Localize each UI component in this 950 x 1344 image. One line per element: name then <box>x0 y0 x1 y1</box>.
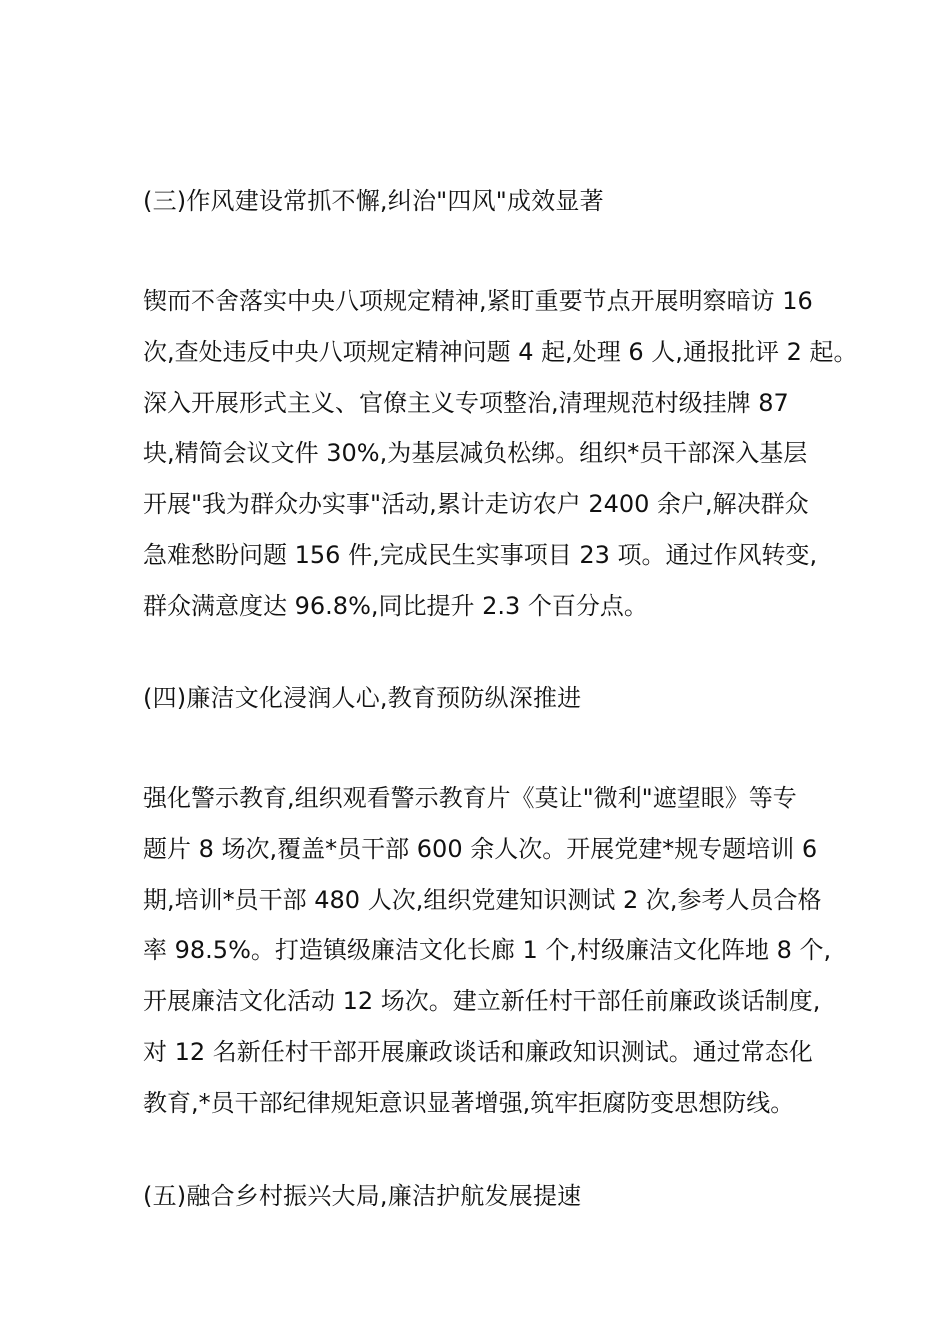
section-heading-4: (四)廉洁文化浸润人心,教育预防纵深推进 <box>143 684 582 712</box>
paragraph-line: 锲而不舍落实中央八项规定精神,紧盯重要节点开展明察暗访 16 <box>143 287 813 315</box>
section-heading-5: (五)融合乡村振兴大局,廉洁护航发展提速 <box>143 1182 582 1210</box>
paragraph-line: 教育,*员干部纪律规矩意识显著增强,筑牢拒腐防变思想防线。 <box>143 1088 795 1117</box>
paragraph-line: 群众满意度达 96.8%,同比提升 2.3 个百分点。 <box>143 591 648 620</box>
paragraph-line: 期,培训*员干部 480 人次,组织党建知识测试 2 次,参考人员合格 <box>143 885 822 914</box>
paragraph-line: 题片 8 场次,覆盖*员干部 600 余人次。开展党建*规专题培训 6 <box>143 834 818 863</box>
section-paragraph-3 <box>143 276 858 632</box>
paragraph-line: 开展"我为群众办实事"活动,累计走访农户 2400 余户,解决群众 <box>143 490 809 519</box>
paragraph-line: 次,查处违反中央八项规定精神问题 4 起,处理 6 人,通报批评 2 起。 <box>143 337 858 366</box>
section-paragraph-4 <box>143 773 832 1129</box>
paragraph-line: 急难愁盼问题 156 件,完成民生实事项目 23 项。通过作风转变, <box>143 540 818 569</box>
paragraph-line: 强化警示教育,组织观看警示教育片《莫让"微利"遮望眼》等专 <box>143 784 797 812</box>
paragraph-line: 块,精简会议文件 30%,为基层减负松绑。组织*员干部深入基层 <box>143 439 808 468</box>
paragraph-line: 开展廉洁文化活动 12 场次。建立新任村干部任前廉政谈话制度, <box>143 987 821 1016</box>
paragraph-line: 深入开展形式主义、官僚主义专项整治,清理规范村级挂牌 87 <box>143 388 789 417</box>
paragraph-line: 对 12 名新任村干部开展廉政谈话和廉政知识测试。通过常态化 <box>143 1037 813 1066</box>
paragraph-line: 率 98.5%。打造镇级廉洁文化长廊 1 个,村级廉洁文化阵地 8 个, <box>143 936 832 965</box>
section-heading-3: (三)作风建设常抓不懈,纠治"四风"成效显著 <box>143 187 604 215</box>
